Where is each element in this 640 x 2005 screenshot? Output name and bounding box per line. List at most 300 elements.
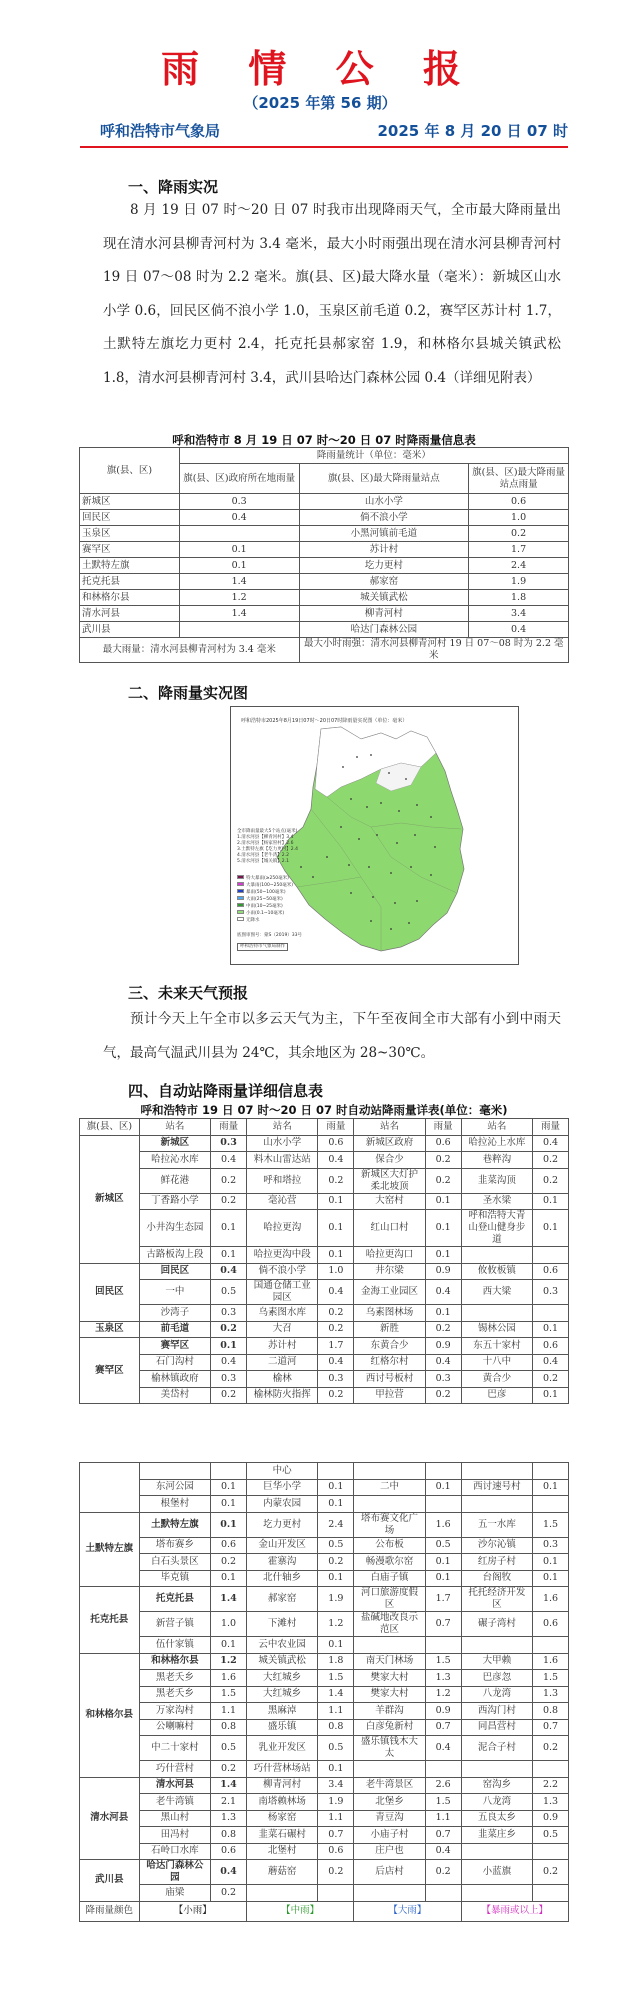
station-cell: 新城区大灯护柔北坡顶	[354, 1168, 425, 1193]
rain-value-cell: 1.0	[211, 1612, 247, 1637]
station-cell: 哈达门森林公园	[299, 622, 469, 638]
agency-row	[0, 114, 640, 148]
station-cell: 二中	[354, 1479, 425, 1496]
rain-value-cell: 0.1	[318, 1479, 354, 1496]
gov-rain-cell: 0.1	[179, 558, 299, 574]
station-cell: 巷粹沟	[461, 1152, 532, 1169]
station-cell: 井尔梁	[354, 1263, 425, 1280]
rain-value-cell: 0.2	[533, 1736, 569, 1761]
table1-header-row	[80, 448, 569, 464]
station-cell: 乌素图水库	[247, 1305, 318, 1322]
table1-caption: 呼和浩特市 8 月 19 日 07 时～20 日 07 时降雨量信息表	[172, 433, 476, 447]
rain-value-cell: 0.8	[318, 1719, 354, 1736]
station-cell: 西沟门村	[461, 1703, 532, 1720]
rain-value-cell: 0.7	[425, 1827, 461, 1844]
rain-value-cell	[425, 1761, 461, 1778]
station-cell: 料木山雷达站	[247, 1152, 318, 1169]
table-row	[80, 1263, 569, 1280]
station-cell	[461, 1637, 532, 1654]
rain-value-cell: 0.1	[211, 1637, 247, 1654]
station-cell: 杨家窑	[246, 1810, 317, 1827]
rain-value-cell: 0.4	[425, 1736, 461, 1761]
station-cell: 哈拉沁上水库	[461, 1135, 532, 1152]
table-row	[80, 542, 569, 558]
station-cell: 圪力更村	[299, 558, 469, 574]
max-rain-cell: 3.4	[469, 606, 569, 622]
gov-rain-cell: 1.4	[179, 606, 299, 622]
county-cell: 托克托县	[80, 574, 180, 590]
station-cell: 盛乐镇钱木大太	[354, 1736, 425, 1761]
station-cell: 石岭口水库	[139, 1843, 210, 1860]
legend-item	[237, 882, 293, 889]
rain-value-cell: 1.7	[425, 1587, 461, 1612]
rain-value-cell: 0.2	[318, 1387, 354, 1404]
station-cell: 锡林公园	[461, 1321, 532, 1338]
rain-value-cell: 0.4	[211, 1152, 247, 1169]
rain-value-cell: 0.1	[318, 1496, 354, 1513]
station-cell: 托克托县	[139, 1587, 210, 1612]
rain-value-cell	[533, 1305, 569, 1322]
station-cell: 青豆沟	[354, 1810, 425, 1827]
station-cell: 云中农业园	[246, 1637, 317, 1654]
station-cell: 丁香路小学	[139, 1193, 210, 1210]
header-divider	[80, 146, 568, 148]
table2-header-cell: 旗(县、区)	[80, 1119, 140, 1136]
rain-value-cell: 0.9	[425, 1703, 461, 1720]
station-cell: 金海工业园区	[354, 1280, 425, 1305]
station-cell: 八龙湾	[461, 1686, 532, 1703]
station-cell: 城关镇武松	[246, 1653, 317, 1670]
table2-header-cell: 雨量	[211, 1119, 247, 1136]
station-cell: 巧什营村	[139, 1761, 210, 1778]
legend-swatch	[237, 882, 244, 886]
rain-value-cell: 0.2	[318, 1860, 354, 1885]
station-cell: 毕克镇	[139, 1570, 210, 1587]
station-cell: 红房子村	[461, 1554, 532, 1571]
table-row	[80, 1321, 569, 1338]
rain-value-cell: 0.1	[211, 1247, 247, 1264]
station-cell: 公喇嘛村	[139, 1719, 210, 1736]
county-cell: 回民区	[80, 510, 180, 526]
rain-value-cell: 0.1	[318, 1193, 354, 1210]
station-cell: 赛罕区	[139, 1338, 210, 1355]
rain-value-cell: 0.8	[533, 1703, 569, 1720]
table1-header-station: 旗(县、区)最大降雨量站点	[299, 464, 469, 494]
table1-header-group: 降雨量统计（单位：毫米）	[179, 448, 568, 464]
table-row	[80, 1587, 569, 1612]
station-cell: 樊家大村	[354, 1686, 425, 1703]
rain-value-cell: 0.8	[211, 1827, 247, 1844]
rain-value-cell	[318, 1463, 354, 1480]
rain-value-cell: 1.2	[425, 1686, 461, 1703]
rain-value-cell: 0.8	[211, 1719, 247, 1736]
station-cell: 黄合少	[461, 1371, 532, 1388]
table-row	[80, 510, 569, 526]
station-cell	[461, 1247, 532, 1264]
table-row	[80, 1280, 569, 1305]
rain-value-cell: 0.5	[318, 1537, 354, 1554]
station-cell: 圣水梁	[461, 1193, 532, 1210]
max-rain-footer: 最大雨量：清水河县柳青河村为 3.4 毫米	[80, 638, 300, 663]
table-row	[80, 1736, 569, 1761]
rainfall-summary-table	[79, 447, 569, 663]
table-row	[80, 1387, 569, 1404]
rain-value-cell: 0.2	[211, 1321, 247, 1338]
table-row	[80, 1135, 569, 1152]
rain-value-cell	[533, 1496, 569, 1513]
station-cell: 巴彦	[461, 1387, 532, 1404]
table1-header-gov: 旗(县、区)政府所在地雨量	[179, 464, 299, 494]
county-cell: 玉泉区	[80, 526, 180, 542]
station-cell: 城关镇武松	[299, 590, 469, 606]
rain-value-cell: 0.1	[533, 1387, 569, 1404]
max-rain-cell: 1.9	[469, 574, 569, 590]
forecast-text: 预计今天上午全市以多云天气为主，下午至夜间全市大部有小到中雨天气，最高气温武川县为 24℃，其余地区为 28~30℃。	[103, 1011, 561, 1061]
station-cell: 新城区	[139, 1135, 210, 1152]
station-cell: 红山口村	[354, 1210, 425, 1247]
rain-value-cell: 0.9	[533, 1810, 569, 1827]
station-cell: 内蒙农园	[246, 1496, 317, 1513]
table-row	[80, 1537, 569, 1554]
station-cell	[246, 1885, 317, 1902]
rain-value-cell: 0.2	[318, 1554, 354, 1571]
max-hourly-footer: 最大小时雨强：清水河县柳青河村 19 日 07～08 时为 2.2 毫米	[299, 638, 568, 663]
max-rain-cell: 1.8	[469, 590, 569, 606]
table-row	[80, 1670, 569, 1687]
rain-value-cell: 0.5	[425, 1537, 461, 1554]
station-cell	[354, 1885, 425, 1902]
rain-value-cell: 1.1	[211, 1703, 247, 1720]
rain-value-cell: 0.2	[318, 1168, 354, 1193]
rain-value-cell: 0.7	[533, 1719, 569, 1736]
station-cell: 田冯村	[139, 1827, 210, 1844]
rain-value-cell: 0.6	[318, 1135, 354, 1152]
table-row	[80, 1512, 569, 1537]
rain-value-cell: 1.6	[533, 1653, 569, 1670]
legend-label: 大暴雨(100~250毫米)	[246, 883, 293, 888]
county-cell: 新城区	[80, 1135, 140, 1263]
rain-value-cell: 0.2	[211, 1554, 247, 1571]
station-cell: 大窑村	[354, 1193, 425, 1210]
station-cell: 柳青河村	[246, 1777, 317, 1794]
gov-rain-cell: 1.4	[179, 574, 299, 590]
max-rain-cell: 0.2	[469, 526, 569, 542]
rain-value-cell: 1.1	[425, 1810, 461, 1827]
table-row	[80, 606, 569, 622]
rain-value-cell: 0.1	[425, 1479, 461, 1496]
station-cell: 石门沟村	[139, 1354, 210, 1371]
table-row	[80, 1686, 569, 1703]
rain-value-cell: 0.1	[211, 1210, 247, 1247]
station-cell: 哈拉更沟	[247, 1210, 318, 1247]
station-cell: 老牛湾镇	[139, 1794, 210, 1811]
section-heading-3: 三、未来天气预报	[128, 984, 249, 1002]
table-row	[80, 1843, 569, 1860]
station-cell: 巴彦忽	[461, 1670, 532, 1687]
station-cell: 小黑河镇前毛道	[299, 526, 469, 542]
station-cell: 公布板	[354, 1537, 425, 1554]
station-cell: 清水河县	[139, 1777, 210, 1794]
color-legend-item: 【大雨】	[354, 1901, 461, 1921]
report-datetime: 2025 年 8 月 20 日 07 时	[377, 122, 568, 140]
county-cell: 土默特左旗	[80, 558, 180, 574]
rain-value-cell: 1.4	[211, 1777, 247, 1794]
rain-value-cell: 0.6	[211, 1537, 247, 1554]
station-cell: 南天门林场	[354, 1653, 425, 1670]
station-cell	[461, 1885, 532, 1902]
rain-value-cell: 1.3	[533, 1794, 569, 1811]
station-cell: 东河公园	[139, 1479, 210, 1496]
color-legend-label: 降雨量颜色	[80, 1901, 140, 1921]
rain-value-cell: 0.2	[425, 1860, 461, 1885]
table-row	[80, 1479, 569, 1496]
table-row	[80, 574, 569, 590]
rain-value-cell: 1.0	[318, 1263, 354, 1280]
station-cell: 根堡村	[139, 1496, 210, 1513]
rain-value-cell: 0.1	[425, 1210, 461, 1247]
station-cell: 哈拉更沟口	[354, 1247, 425, 1264]
rain-value-cell: 0.1	[211, 1570, 247, 1587]
table-row	[80, 1463, 569, 1480]
table-row	[80, 1338, 569, 1355]
rain-value-cell	[533, 1247, 569, 1264]
station-cell: 羊群沟	[354, 1703, 425, 1720]
table-row	[80, 526, 569, 542]
rain-value-cell	[425, 1463, 461, 1480]
rain-value-cell: 0.6	[533, 1612, 569, 1637]
station-cell: 南塔赖林场	[246, 1794, 317, 1811]
station-cell: 北堡村	[246, 1843, 317, 1860]
station-cell: 榆林	[247, 1371, 318, 1388]
station-cell: 大红城乡	[246, 1670, 317, 1687]
station-cell	[461, 1761, 532, 1778]
map-stat-line: 1.清水河县【柳青河村】3.4	[237, 835, 294, 840]
rain-value-cell: 0.1	[318, 1210, 354, 1247]
issue-number: （2025 年第 56 期）	[243, 94, 397, 112]
station-cell: 东黄合少	[354, 1338, 425, 1355]
rain-value-cell: 0.9	[425, 1263, 461, 1280]
station-cell: 榆林镇政府	[139, 1371, 210, 1388]
station-cell: 古路板沟上段	[139, 1247, 210, 1264]
rain-value-cell: 1.3	[425, 1670, 461, 1687]
color-legend-row	[80, 1901, 569, 1921]
table-row	[80, 1168, 569, 1193]
rain-value-cell: 0.1	[533, 1479, 569, 1496]
map-producer: 呼和浩特市气象局制作	[237, 943, 288, 951]
county-cell: 土默特左旗	[80, 1512, 140, 1587]
rain-value-cell: 0.3	[318, 1371, 354, 1388]
station-cell: 一中	[139, 1280, 210, 1305]
section-heading-1: 一、降雨实况	[128, 178, 219, 196]
legend-swatch	[237, 917, 244, 921]
table-row	[80, 1777, 569, 1794]
rain-value-cell: 0.1	[425, 1247, 461, 1264]
table-row	[80, 1152, 569, 1169]
gov-rain-cell	[179, 526, 299, 542]
rain-value-cell: 1.9	[318, 1587, 354, 1612]
rain-value-cell: 0.4	[425, 1354, 461, 1371]
county-cell: 武川县	[80, 622, 180, 638]
station-cell: 苏计村	[247, 1338, 318, 1355]
station-cell: 托托经济开发区	[461, 1587, 532, 1612]
rain-value-cell: 0.4	[211, 1860, 247, 1885]
rain-value-cell: 1.5	[533, 1512, 569, 1537]
rain-value-cell: 0.4	[318, 1354, 354, 1371]
station-cell: 窑沟乡	[461, 1777, 532, 1794]
rain-value-cell: 0.7	[318, 1827, 354, 1844]
station-cell: 盛乐镇	[246, 1719, 317, 1736]
rain-value-cell: 0.6	[533, 1263, 569, 1280]
station-cell: 樊家大村	[354, 1670, 425, 1687]
gov-rain-cell	[179, 622, 299, 638]
station-cell: 白石头景区	[139, 1554, 210, 1571]
rain-value-cell: 1.5	[425, 1653, 461, 1670]
station-cell: 大红城乡	[246, 1686, 317, 1703]
table-row	[80, 1719, 569, 1736]
station-cell: 同昌营村	[461, 1719, 532, 1736]
rain-value-cell	[533, 1637, 569, 1654]
county-cell: 新城区	[80, 494, 180, 510]
table2-header-cell: 雨量	[533, 1119, 569, 1136]
station-cell: 五一水库	[461, 1512, 532, 1537]
legend-swatch	[237, 903, 244, 907]
station-cell: 乳业开发区	[246, 1736, 317, 1761]
station-cell: 美岱村	[139, 1387, 210, 1404]
station-cell: 倘不浪小学	[299, 510, 469, 526]
rain-value-cell: 0.4	[211, 1263, 247, 1280]
report-title: 雨 情 公 报	[161, 47, 479, 91]
rain-value-cell: 1.5	[211, 1686, 247, 1703]
rain-value-cell: 1.9	[318, 1794, 354, 1811]
rain-value-cell: 0.4	[533, 1354, 569, 1371]
station-cell: 哈拉更沟中段	[247, 1247, 318, 1264]
rain-value-cell: 0.1	[211, 1496, 247, 1513]
table-row	[80, 1371, 569, 1388]
table-row	[80, 1496, 569, 1513]
rain-value-cell	[425, 1496, 461, 1513]
station-cell: 沙湾子	[139, 1305, 210, 1322]
station-cell	[354, 1761, 425, 1778]
table-row	[80, 494, 569, 510]
station-cell: 哈拉沁水库	[139, 1152, 210, 1169]
station-cell: 塔布赛乡	[139, 1537, 210, 1554]
rain-value-cell: 2.2	[533, 1777, 569, 1794]
rain-value-cell: 2.1	[211, 1794, 247, 1811]
station-cell: 前毛道	[139, 1321, 210, 1338]
table1-footer-row	[80, 638, 569, 663]
table-row	[80, 1637, 569, 1654]
county-cell: 玉泉区	[80, 1321, 140, 1338]
station-cell: 山水小学	[299, 494, 469, 510]
max-rain-cell: 0.6	[469, 494, 569, 510]
station-cell: 西大梁	[461, 1280, 532, 1305]
station-cell: 韭菜沟顶	[461, 1168, 532, 1193]
table2-header-cell: 雨量	[318, 1119, 354, 1136]
station-cell: 哈达门森林公园	[139, 1860, 210, 1885]
rain-value-cell: 0.3	[425, 1371, 461, 1388]
rain-value-cell: 1.4	[211, 1587, 247, 1612]
rain-value-cell: 0.2	[425, 1152, 461, 1169]
legend-swatch	[237, 889, 244, 893]
station-cell: 甲拉营	[354, 1387, 425, 1404]
legend-label: 暴雨(50~100毫米)	[246, 890, 286, 895]
station-cell: 庄户也	[354, 1843, 425, 1860]
rain-value-cell: 0.3	[211, 1305, 247, 1322]
rain-value-cell: 0.1	[425, 1193, 461, 1210]
station-cell	[354, 1637, 425, 1654]
station-cell: 柳青河村	[299, 606, 469, 622]
table2-header-cell: 雨量	[425, 1119, 461, 1136]
legend-item	[237, 903, 293, 910]
county-cell: 赛罕区	[80, 1338, 140, 1404]
table-row	[80, 1885, 569, 1902]
max-rain-cell: 1.0	[469, 510, 569, 526]
station-cell: 畅漫歌尔窑	[354, 1554, 425, 1571]
rain-value-cell: 0.4	[425, 1843, 461, 1860]
rainfall-map	[230, 706, 519, 965]
station-cell: 郝家窑	[299, 574, 469, 590]
section-heading-4: 四、自动站降雨量详细信息表	[128, 1082, 324, 1100]
station-cell: 红格尔村	[354, 1354, 425, 1371]
table2-caption: 呼和浩特市 19 日 07 时～20 日 07 时自动站降雨量详表(单位：毫米)	[140, 1103, 508, 1117]
table-row	[80, 1703, 569, 1720]
rain-value-cell: 0.2	[318, 1305, 354, 1322]
table-row	[80, 1554, 569, 1571]
rain-value-cell	[211, 1463, 247, 1480]
rain-value-cell: 0.6	[318, 1843, 354, 1860]
legend-item	[237, 889, 293, 896]
legend-item	[237, 896, 293, 903]
rain-value-cell: 0.1	[318, 1570, 354, 1587]
rain-value-cell: 0.5	[318, 1736, 354, 1761]
rain-value-cell	[533, 1463, 569, 1480]
table-row	[80, 1612, 569, 1637]
station-cell: 河口旅游度假区	[354, 1587, 425, 1612]
rain-value-cell: 0.2	[211, 1761, 247, 1778]
station-cell: 西讨号板村	[354, 1371, 425, 1388]
station-cell	[354, 1463, 425, 1480]
section-heading-2: 二、降雨量实况图	[128, 684, 249, 702]
rain-value-cell: 0.4	[318, 1280, 354, 1305]
max-rain-cell: 0.4	[469, 622, 569, 638]
legend-label: 大雨(25~50毫米)	[246, 897, 283, 902]
county-cell: 托克托县	[80, 1587, 140, 1654]
table-row	[80, 1761, 569, 1778]
rain-value-cell: 0.7	[425, 1719, 461, 1736]
station-cell: 大甲赖	[461, 1653, 532, 1670]
county-cell: 清水河县	[80, 1777, 140, 1860]
max-rain-cell: 2.4	[469, 558, 569, 574]
legend-swatch	[237, 896, 244, 900]
rain-value-cell: 0.4	[318, 1152, 354, 1169]
county-cell: 和林格尔县	[80, 590, 180, 606]
station-cell	[461, 1463, 532, 1480]
station-cell: 呼和塔拉	[247, 1168, 318, 1193]
station-cell: 鲜花港	[139, 1168, 210, 1193]
map-stat-line: 5.清水河县【城关镇】2.1	[237, 859, 289, 864]
station-table-part1	[79, 1118, 569, 1404]
table-row	[80, 1827, 569, 1844]
station-cell: 霍寨沟	[246, 1554, 317, 1571]
station-cell: 白庙子镇	[354, 1570, 425, 1587]
station-cell: 碾子湾村	[461, 1612, 532, 1637]
max-rain-cell: 1.7	[469, 542, 569, 558]
legend-swatch	[237, 875, 244, 879]
gov-rain-cell: 0.3	[179, 494, 299, 510]
county-cell: 回民区	[80, 1263, 140, 1321]
map-stat-line: 3.土默特左旗【圪力更村】2.4	[237, 847, 298, 852]
rain-value-cell: 0.6	[425, 1135, 461, 1152]
